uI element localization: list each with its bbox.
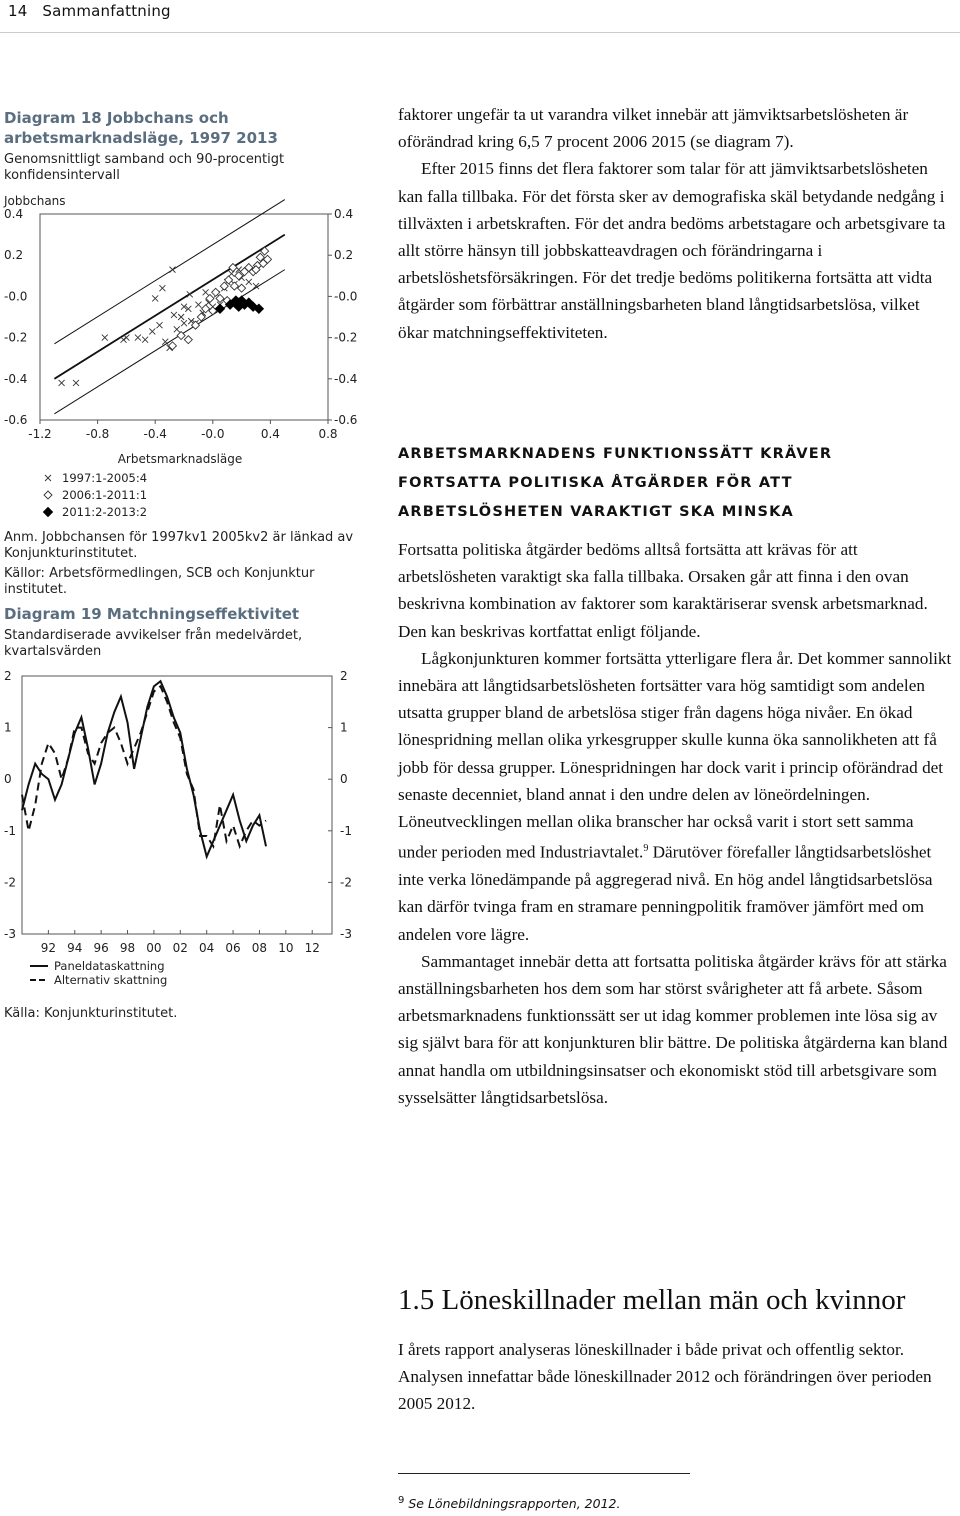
- x-tick-label: -0.0: [201, 427, 225, 441]
- x-tick-label: 0.4: [260, 427, 280, 441]
- x-tick-label: -0.8: [85, 427, 110, 441]
- diagram19-source: Källa: Konjunkturinstitutet.: [4, 1006, 178, 1021]
- confidence-lower-line: [54, 270, 284, 414]
- scatter-point-1: [121, 337, 127, 343]
- body-text-middle: [398, 536, 952, 1111]
- paragraph: Sammantaget innebär detta att fortsatta politiska åtgärder krävs för att stärka anställningsbarheten hos dem som har störst svårigheter att få arbete. Såsom arbetsmarknadens funktionssätt ser ut idag kommer problemen inte lösa sig av sig självt bara för att konjunkturen blir bättre. De politiska åtgärderna kan bland annat handla om utbildningsinsatser och ekonomiskt stöd till arbetsgivare som sysselsätter långtidsarbetslösa.: [398, 951, 948, 1107]
- y-tick-label-right: 2: [340, 669, 348, 683]
- legend-label: 1997:1-2005:4: [62, 471, 148, 485]
- legend-label: Alternativ skattning: [54, 973, 168, 987]
- x-tick-label: 02: [172, 941, 188, 955]
- paragraph: Fortsatta politiska åtgärder bedöms alltså fortsätta att krävas för att arbetslösheten varaktigt ska falla tillbaka. Orsaken går att finna i den ovan beskrivna kombination av faktorer som karaktäriserar svensk arbetsmarknad. Den kan beskrivas kortfattat enligt följande.: [398, 540, 928, 641]
- scatter-point-1: [135, 335, 141, 341]
- y-tick-label: 0: [4, 772, 12, 787]
- legend-label: 2011:2-2013:2: [62, 505, 148, 519]
- footnote-rule: [398, 1473, 690, 1474]
- y-tick-label-right: -0.4: [334, 371, 358, 386]
- scatter-point-2: [216, 294, 224, 302]
- body-text-bottom: [398, 1336, 952, 1418]
- x-tick-label: 98: [119, 941, 136, 955]
- y-axis-title: Jobbchans: [4, 194, 66, 208]
- x-tick-label: 0.8: [318, 427, 338, 441]
- diagram18-title: Diagram 18 Jobbchans och arbetsmarknadsläge, 1997 2013: [4, 109, 278, 147]
- x-tick-label: 00: [146, 941, 162, 955]
- header-text: [8, 2, 171, 20]
- legend-marker: [44, 508, 53, 517]
- header-title: Sammanfattning: [42, 2, 171, 20]
- scatter-point-1: [152, 295, 158, 301]
- scatter-point-1: [195, 302, 201, 308]
- scatter-point-1: [178, 314, 184, 320]
- paragraph: I årets rapport analyseras löneskillnader i både privat och offentlig sektor. Analysen innefattar både löneskillnader 2012 och förändringen över perioden 2005 2012.: [398, 1340, 932, 1414]
- diagram18-note: Anm. Jobbchansen för 1997kv1 2005kv2 är länkad av Konjunkturinstitutet.: [4, 530, 354, 561]
- x-tick-label: 04: [199, 941, 215, 955]
- footnote-text: Se Lönebildningsrapporten, 2012.: [408, 1496, 621, 1512]
- scatter-point-1: [203, 289, 209, 295]
- scatter-point-1: [169, 267, 175, 273]
- y-tick-label-right: -2: [340, 875, 352, 890]
- scatter-point-1: [59, 380, 65, 386]
- x-tick-label: -0.4: [143, 427, 167, 441]
- x-tick-label: 10: [278, 941, 294, 955]
- page-number: 14: [8, 2, 28, 20]
- legend-marker: [44, 491, 52, 499]
- x-tick-label: 12: [304, 941, 320, 955]
- diagram18-source: Källor: Arbetsförmedlingen, SCB och Konjunktur institutet.: [4, 566, 315, 597]
- scatter-point-1: [246, 279, 252, 285]
- legend-label: 2006:1-2011:1: [62, 488, 148, 502]
- scatter-point-1: [149, 328, 155, 334]
- y-tick-label: 0.4: [4, 207, 24, 221]
- y-tick-label-right: 1: [340, 720, 348, 735]
- scatter-point-1: [73, 380, 79, 386]
- y-tick-label: -0.0: [4, 289, 28, 304]
- y-tick-label: 1: [4, 720, 12, 735]
- plot-frame: [22, 676, 332, 934]
- scatter-point-1: [229, 271, 235, 277]
- y-tick-label-right: -0.0: [334, 289, 358, 304]
- y-tick-label: -0.4: [4, 371, 28, 386]
- scatter-point-2: [220, 282, 228, 290]
- diagram18-subtitle: Genomsnittligt samband och 90-procentigt konfidensintervall: [4, 152, 285, 183]
- x-tick-label: 92: [40, 941, 57, 955]
- y-tick-label: 2: [4, 669, 12, 683]
- scatter-point-1: [123, 335, 129, 341]
- line-chart: [0, 660, 370, 1000]
- scatter-point-1: [162, 339, 168, 345]
- y-tick-label-right: -0.2: [334, 330, 358, 345]
- y-tick-label-right: -1: [340, 823, 352, 838]
- paragraph-part: Lågkonjunkturen kommer fortsätta ytterligare flera år. Det kommer sannolikt innebära att långtidsarbetslösheten fortsätter vara hög samtidigt som andelen utsatta grupper bland de arbetslösa stiger från dagens höga nivåer. En ökad lönespridning mellan olika yrkesgrupper skulle kunna öka sannolikheten att få jobb för dessa grupper. Lönespridningen har dock varit i princip oförändrad det senaste decenniet, bland annat i den undre delen av löneördelningen. Löneutvecklingen mellan olika branscher har också varit i stort sett samma under perioden med Industriavtalet.: [398, 648, 952, 862]
- scatter-point-1: [159, 285, 165, 291]
- scatter-point-1: [174, 326, 180, 332]
- diagram19-subtitle: Standardiserade avvikelser från medelvärdet, kvartalsvärden: [4, 628, 303, 659]
- scatter-point-2: [202, 305, 210, 313]
- plot-frame: [40, 214, 328, 420]
- x-tick-label: 94: [67, 941, 83, 955]
- y-tick-label: 0.2: [4, 248, 24, 263]
- x-tick-label: 08: [251, 941, 268, 955]
- y-tick-label: -0.2: [4, 330, 28, 345]
- x-axis-title: Arbetsmarknadsläge: [117, 452, 243, 466]
- y-tick-label: -3: [4, 927, 16, 941]
- y-tick-label-right: 0: [340, 772, 348, 787]
- footnote-number: 9: [398, 1495, 405, 1506]
- footnote-ref[interactable]: 9: [643, 843, 649, 855]
- scatter-point-2: [168, 342, 176, 350]
- footnote: [398, 1495, 620, 1511]
- scatter-point-1: [181, 320, 187, 326]
- scatter-point-1: [171, 312, 177, 318]
- y-tick-label-right: 0.4: [334, 207, 354, 221]
- y-tick-label: -1: [4, 823, 16, 838]
- scatter-point-1: [102, 335, 108, 341]
- series-line-2: [22, 686, 266, 846]
- paragraph: Efter 2015 finns det flera faktorer som talar för att jämviktsarbetslösheten kan falla tillbaka. För det första sker av demografiska skäl betydande nedgång i tillväxten i arbetskraften. För det andra bedöms arbetstagare och arbetsgivare ta allt större hänsyn till jobbskatteavdragen och förändringarna i arbetslöshetsförsäkringen. För det tredje bedöms politikerna fortsätta att vidta åtgärder som förbättrar anställningsbarheten bland långtidsarbetslösa, vilket ökar matchningseffektiviteten.: [398, 159, 946, 342]
- y-tick-label-right: -0.6: [334, 413, 358, 427]
- section-subheading: ARBETSMARKNADENS FUNKTIONSSÄTT KRÄVER FORTSATTA POLITISKA ÅTGÄRDER FÖR ATT ARBETSLÖSHETEN VARAKTIGT SKA MINSKA: [398, 446, 833, 520]
- scatter-point-2: [230, 282, 238, 290]
- y-tick-label: -0.6: [4, 413, 28, 427]
- y-tick-label: -2: [4, 875, 16, 890]
- x-tick-label: -1.2: [28, 427, 52, 441]
- paragraph: [398, 645, 952, 948]
- scatter-point-1: [157, 322, 163, 328]
- paragraph-part: Därutöver förefaller långtidsarbetslöshet inte verka lönedämpande på aggregerad nivå. En hög andel långtidsarbetslösa kan därför tvinga fram en stramare penningpolitik framöver jämfört med om andelen vore lägre.: [398, 842, 933, 944]
- legend-marker: [45, 475, 51, 481]
- paragraph: faktorer ungefär ta ut varandra vilket innebär att jämviktsarbetslösheten är oförändrad kring 6,5 7 procent 2006 2015 (se diagram 7).: [398, 105, 909, 152]
- page-header: [0, 0, 960, 33]
- body-text-top: [398, 101, 952, 346]
- scatter-point-2: [184, 336, 192, 344]
- x-tick-label: 06: [225, 941, 241, 955]
- scatter-point-2: [238, 284, 246, 292]
- section-title: 1.5 Löneskillnader mellan män och kvinnor: [398, 1284, 906, 1316]
- y-tick-label-right: 0.2: [334, 248, 354, 263]
- y-tick-label-right: -3: [340, 927, 352, 941]
- scatter-point-1: [142, 337, 148, 343]
- legend-label: Paneldataskattning: [54, 959, 165, 973]
- diagram19-title: Diagram 19 Matchningseffektivitet: [4, 605, 300, 623]
- x-tick-label: 96: [93, 941, 109, 955]
- scatter-chart: [0, 190, 370, 519]
- series-line-1: [22, 681, 266, 856]
